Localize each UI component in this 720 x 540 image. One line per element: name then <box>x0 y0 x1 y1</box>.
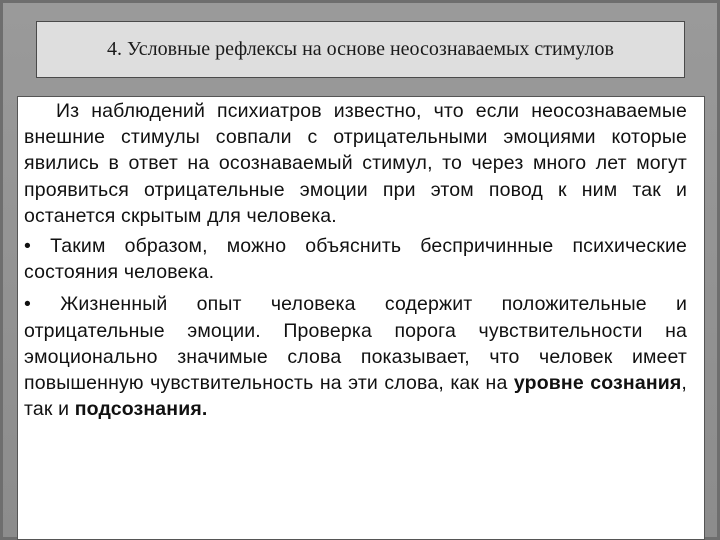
bullet-icon: • <box>24 293 31 316</box>
slide-title: 4. Условные рефлексы на основе неосознаваемых стимулов <box>107 38 614 60</box>
bold-term-subconsciousness: подсознания. <box>74 398 208 421</box>
paragraph-text: , так и <box>24 372 687 421</box>
paragraph-text: Таким образом, можно объяснить беспричинные психические состояния человека. <box>24 235 687 284</box>
bullet-icon: • <box>24 235 31 258</box>
paragraph-groundless-states <box>24 233 687 285</box>
paragraph-text: Жизненный опыт человека содержит положительные и отрицательные эмоции. Проверка порога чувствительности на эмоционально значимые слова показывает, что человек имеет повышенную чувствительность на эти слова, как на <box>24 293 687 395</box>
paragraph-psychiatrists: Из наблюдений психиатров известно, что если неосознаваемые внешние стимулы совпали с отрицательными эмоциями которые явились в ответ на осознаваемый стимул, то через много лет могут проявиться отрицательные эмоции при этом повод к ним так и останется скрытым для человека. <box>24 100 687 227</box>
bold-term-consciousness: уровне сознания <box>513 372 682 395</box>
slide-content <box>17 96 705 540</box>
paragraph-life-experience <box>24 291 687 422</box>
slide-title-box <box>36 21 685 78</box>
